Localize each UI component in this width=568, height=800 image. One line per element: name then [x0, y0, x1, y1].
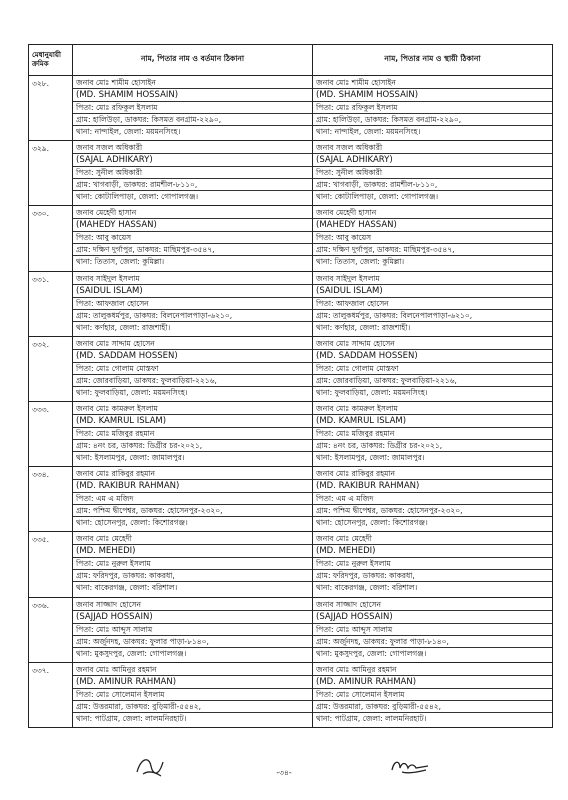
present-address-cell	[73, 206, 313, 271]
present-address-cell	[73, 141, 313, 206]
village-post: গ্রাম: ৪নং চর, ডাকঘর: ডিগ্রীর চর-২০২১,	[313, 439, 552, 451]
name-english: (MAHEDY HASSAN)	[313, 218, 552, 231]
serial-number: ৩৩৭.	[29, 662, 73, 727]
serial-number: ৩৩৫.	[29, 532, 73, 597]
table-row	[29, 271, 553, 336]
permanent-address-cell	[313, 271, 553, 336]
village-post: গ্রাম: হালিউড়া, ডাকঘর: কিসমত বনগ্রাম-২২৯০,	[73, 113, 312, 125]
name-english: (MAHEDY HASSAN)	[73, 218, 312, 231]
table-row	[29, 532, 553, 597]
table-body	[29, 76, 553, 728]
header-permanent-address: নাম, পিতার নাম ও স্থায়ী ঠিকানা	[313, 45, 553, 76]
village-post: গ্রাম: দক্ষিণ দুর্গাপুর, ডাকঘর: মাছিমপুর-৩৫৪৭,	[73, 243, 312, 255]
present-address-cell	[73, 401, 313, 466]
village-post: গ্রাম: ফরিদপুর, ডাকঘর: কাকরধা,	[313, 569, 552, 581]
village-post: গ্রাম: অর্জুনদহ, ডাকঘর: ফুলার পাড়া-৮১৪০,	[73, 635, 312, 647]
present-address-cell	[73, 662, 313, 727]
name-bangla: জনাব সাজ্জাদ হোসেন	[76, 599, 142, 609]
thana-district: থানা: হোসেনপুর, জেলা: কিশোরগঞ্জ।	[313, 516, 552, 528]
serial-number: ৩৩৬.	[29, 597, 73, 662]
thana-district: থানা: ইসলামপুর, জেলা: জামালপুর।	[73, 451, 312, 463]
name-bangla: জনাব মোঃ রাকিবুর রহমান	[76, 469, 155, 479]
father-name: পিতা: মোঃ রফিকুল ইসলাম	[313, 101, 552, 113]
father-name: পিতা: আফজাল হোসেন	[313, 297, 552, 309]
father-name: পিতা: মোঃ সোলেমান ইসলাম	[313, 688, 552, 700]
village-post: গ্রাম: হালিউড়া, ডাকঘর: কিসমত বনগ্রাম-২২৯০,	[313, 113, 552, 125]
father-name: পিতা: এম এ মজিদ	[73, 492, 312, 504]
father-name: পিতা: মোঃ মজিবুর রহমান	[313, 427, 552, 439]
permanent-address-cell	[313, 401, 553, 466]
name-bangla: জনাব মোঃ মেহেদী	[76, 534, 132, 544]
merit-list-table	[28, 44, 553, 728]
table-row	[29, 401, 553, 466]
father-name: পিতা: মোঃ সোলেমান ইসলাম	[73, 688, 312, 700]
serial-number: ৩৩৪.	[29, 467, 73, 532]
permanent-address-cell	[313, 597, 553, 662]
thana-district: থানা: কোটালিপাড়া, জেলা: গোপালগঞ্জ।	[73, 190, 312, 202]
name-bangla: জনাব মোঃ শামীম হোসাইন	[76, 78, 156, 87]
name-bangla: জনাব মোঃ কামরুল ইসলাম	[316, 403, 398, 413]
name-bangla: জনাব মোঃ রাকিবুর রহমান	[316, 469, 395, 479]
table-row	[29, 141, 553, 206]
permanent-address-cell	[313, 141, 553, 206]
serial-number: ৩৩১.	[29, 271, 73, 336]
father-name: পিতা: মোঃ মজিবুর রহমান	[73, 427, 312, 439]
name-bangla: জনাব সাইদুল ইসলাম	[76, 273, 140, 283]
thana-district: থানা: তিতাস, জেলা: কুমিল্লা।	[73, 255, 312, 267]
village-post: গ্রাম: তালুকধর্মপুর, ডাকঘর: বিলনেপালপাড়া-৬২১০,	[313, 309, 552, 321]
village-post: গ্রাম: খাগবাড়ী, ডাকঘর: রামশীল-৮১১০,	[313, 178, 552, 190]
name-english: (MD. KAMRUL ISLAM)	[73, 414, 312, 427]
name-english: (MD. AMINUR RAHMAN)	[313, 675, 552, 688]
serial-number: ৩৩৩.	[29, 401, 73, 466]
name-english: (MD. RAKIBUR RAHMAN)	[73, 479, 312, 492]
name-bangla: জনাব মেহেদী হাসান	[76, 208, 137, 218]
thana-district: থানা: হোসেনপুর, জেলা: কিশোরগঞ্জ।	[73, 516, 312, 528]
header-serial: মেধানুযায়ী ক্রমিক	[29, 45, 73, 76]
name-english: (MD. RAKIBUR RAHMAN)	[313, 479, 552, 492]
name-english: (SAIDUL ISLAM)	[313, 284, 552, 297]
permanent-address-cell	[313, 336, 553, 401]
serial-number: ৩২৮.	[29, 76, 73, 141]
thana-district: থানা: কর্ণহার, জেলা: রাজশাহী।	[313, 321, 552, 333]
serial-number: ৩৩২.	[29, 336, 73, 401]
name-bangla: জনাব সাজ্জাদ হোসেন	[316, 599, 382, 609]
permanent-address-cell	[313, 206, 553, 271]
permanent-address-cell	[313, 532, 553, 597]
present-address-cell	[73, 467, 313, 532]
permanent-address-cell	[313, 76, 553, 141]
present-address-cell	[73, 76, 313, 141]
signature-right	[388, 754, 432, 778]
village-post: গ্রাম: তালুকধর্মপুর, ডাকঘর: বিলনেপালপাড়া-৬২১০,	[73, 309, 312, 321]
name-english: (MD. SADDAM HOSSEN)	[73, 349, 312, 362]
name-english: (MD. AMINUR RAHMAN)	[73, 675, 312, 688]
name-bangla: জনাব মোঃ শামীম হোসাইন	[316, 78, 396, 87]
permanent-address-cell	[313, 662, 553, 727]
page-number: -৩৪-	[276, 768, 292, 777]
name-bangla: জনাব সজল অধিকারী	[76, 143, 143, 153]
father-name: পিতা: মোঃ রফিকুল ইসলাম	[73, 101, 312, 113]
table-header-row	[29, 45, 553, 76]
thana-district: থানা: ইসলামপুর, জেলা: জামালপুর।	[313, 451, 552, 463]
village-post: গ্রাম: উত্তরমারা, ডাকঘর: বুড়িমারী-৫৫৪২,	[73, 700, 312, 712]
name-bangla: জনাব মোঃ কামরুল ইসলাম	[76, 403, 158, 413]
name-bangla: জনাব সজল অধিকারী	[316, 143, 383, 153]
serial-number: ৩২৯.	[29, 141, 73, 206]
name-english: (MD. MEHEDI)	[73, 544, 312, 557]
present-address-cell	[73, 532, 313, 597]
present-address-cell	[73, 597, 313, 662]
serial-number: ৩৩০.	[29, 206, 73, 271]
father-name: পিতা: এম এ মজিদ	[313, 492, 552, 504]
table-row	[29, 467, 553, 532]
table-row	[29, 206, 553, 271]
village-post: গ্রাম: ফরিদপুর, ডাকঘর: কাকরধা,	[73, 569, 312, 581]
table-row	[29, 76, 553, 141]
village-post: গ্রাম: ৪নং চর, ডাকঘর: ডিগ্রীর চর-২০২১,	[73, 439, 312, 451]
name-english: (SAJAL ADHIKARY)	[313, 153, 552, 166]
present-address-cell	[73, 336, 313, 401]
table-row	[29, 336, 553, 401]
name-bangla: জনাব মোঃ সাদ্দাম হোসেন	[316, 338, 395, 348]
thana-district: থানা: ফুলবাড়িয়া, জেলা: ময়মনসিংহ।	[73, 386, 312, 398]
permanent-address-cell	[313, 467, 553, 532]
father-name: পিতা: মোঃ আব্দুস সালাম	[313, 623, 552, 635]
name-english: (MD. MEHEDI)	[313, 544, 552, 557]
name-english: (SAJJAD HOSSAIN)	[73, 610, 312, 623]
thana-district: থানা: কোটালিপাড়া, জেলা: গোপালগঞ্জ।	[313, 190, 552, 202]
village-post: গ্রাম: খাগবাড়ী, ডাকঘর: রামশীল-৮১১০,	[73, 178, 312, 190]
village-post: গ্রাম: পশ্চিম দ্বীপেশ্বর, ডাকঘর: হোসেনপুর-২৩২০,	[313, 504, 552, 516]
father-name: পিতা: আবু কায়েস	[73, 231, 312, 243]
name-bangla: জনাব মোঃ আমিনুর রহমান	[76, 664, 157, 674]
thana-district: থানা: ফুলবাড়িয়া, জেলা: ময়মনসিংহ।	[313, 386, 552, 398]
father-name: পিতা: মোঃ গোলাম মোস্তফা	[73, 362, 312, 374]
name-english: (SAJJAD HOSSAIN)	[313, 610, 552, 623]
name-bangla: জনাব মোঃ আমিনুর রহমান	[316, 664, 397, 674]
father-name: পিতা: সুনীল অধিকারী	[313, 166, 552, 178]
thana-district: থানা: বাকেরগঞ্জ, জেলা: বরিশাল।	[73, 581, 312, 593]
thana-district: থানা: মুকসুদপুর, জেলা: গোপালগঞ্জ।	[73, 647, 312, 659]
present-address-cell	[73, 271, 313, 336]
thana-district: থানা: কর্ণহার, জেলা: রাজশাহী।	[73, 321, 312, 333]
father-name: পিতা: আফজাল হোসেন	[73, 297, 312, 309]
village-post: গ্রাম: দক্ষিণ দুর্গাপুর, ডাকঘর: মাছিমপুর-৩৫৪৭,	[313, 243, 552, 255]
name-english: (MD. SHAMIM HOSSAIN)	[73, 88, 312, 101]
father-name: পিতা: মোঃ গোলাম মোস্তফা	[313, 362, 552, 374]
thana-district: থানা: পাটগ্রাম, জেলা: লালমনিরহাট।	[313, 712, 552, 724]
name-english: (SAIDUL ISLAM)	[73, 284, 312, 297]
thana-district: থানা: মুকসুদপুর, জেলা: গোপালগঞ্জ।	[313, 647, 552, 659]
village-post: গ্রাম: উত্তরমারা, ডাকঘর: বুড়িমারী-৫৫৪২,	[313, 700, 552, 712]
name-english: (MD. SHAMIM HOSSAIN)	[313, 88, 552, 101]
father-name: পিতা: মোঃ নুরুল ইসলাম	[313, 557, 552, 569]
father-name: পিতা: সুনীল অধিকারী	[73, 166, 312, 178]
thana-district: থানা: তিতাস, জেলা: কুমিল্লা।	[313, 255, 552, 267]
name-bangla: জনাব মেহেদী হাসান	[316, 208, 377, 218]
name-bangla: জনাব মোঃ মেহেদী	[316, 534, 372, 544]
village-post: গ্রাম: জোরবাড়িয়া, ডাকঘর: ফুলবাড়িয়া-২২১৬,	[313, 374, 552, 386]
name-bangla: জনাব সাইদুল ইসলাম	[316, 273, 380, 283]
father-name: পিতা: মোঃ নুরুল ইসলাম	[73, 557, 312, 569]
village-post: গ্রাম: জোরবাড়িয়া, ডাকঘর: ফুলবাড়িয়া-২২১৬,	[73, 374, 312, 386]
father-name: পিতা: আবু কায়েস	[313, 231, 552, 243]
name-english: (SAJAL ADHIKARY)	[73, 153, 312, 166]
village-post: গ্রাম: অর্জুনদহ, ডাকঘর: ফুলার পাড়া-৮১৪০,	[313, 635, 552, 647]
name-english: (MD. KAMRUL ISLAM)	[313, 414, 552, 427]
name-bangla: জনাব মোঃ সাদ্দাম হোসেন	[76, 338, 155, 348]
thana-district: থানা: বাকেরগঞ্জ, জেলা: বরিশাল।	[313, 581, 552, 593]
table-row	[29, 662, 553, 727]
name-english: (MD. SADDAM HOSSEN)	[313, 349, 552, 362]
thana-district: থানা: পাটগ্রাম, জেলা: লালমনিরহাট।	[73, 712, 312, 724]
table-row	[29, 597, 553, 662]
village-post: গ্রাম: পশ্চিম দ্বীপেশ্বর, ডাকঘর: হোসেনপুর-২৩২০,	[73, 504, 312, 516]
thana-district: থানা: নান্দাইল, জেলা: ময়মনসিংহ।	[313, 125, 552, 137]
father-name: পিতা: মোঃ আব্দুস সালাম	[73, 623, 312, 635]
thana-district: থানা: নান্দাইল, জেলা: ময়মনসিংহ।	[73, 125, 312, 137]
header-present-address: নাম, পিতার নাম ও বর্তমান ঠিকানা	[73, 45, 313, 76]
